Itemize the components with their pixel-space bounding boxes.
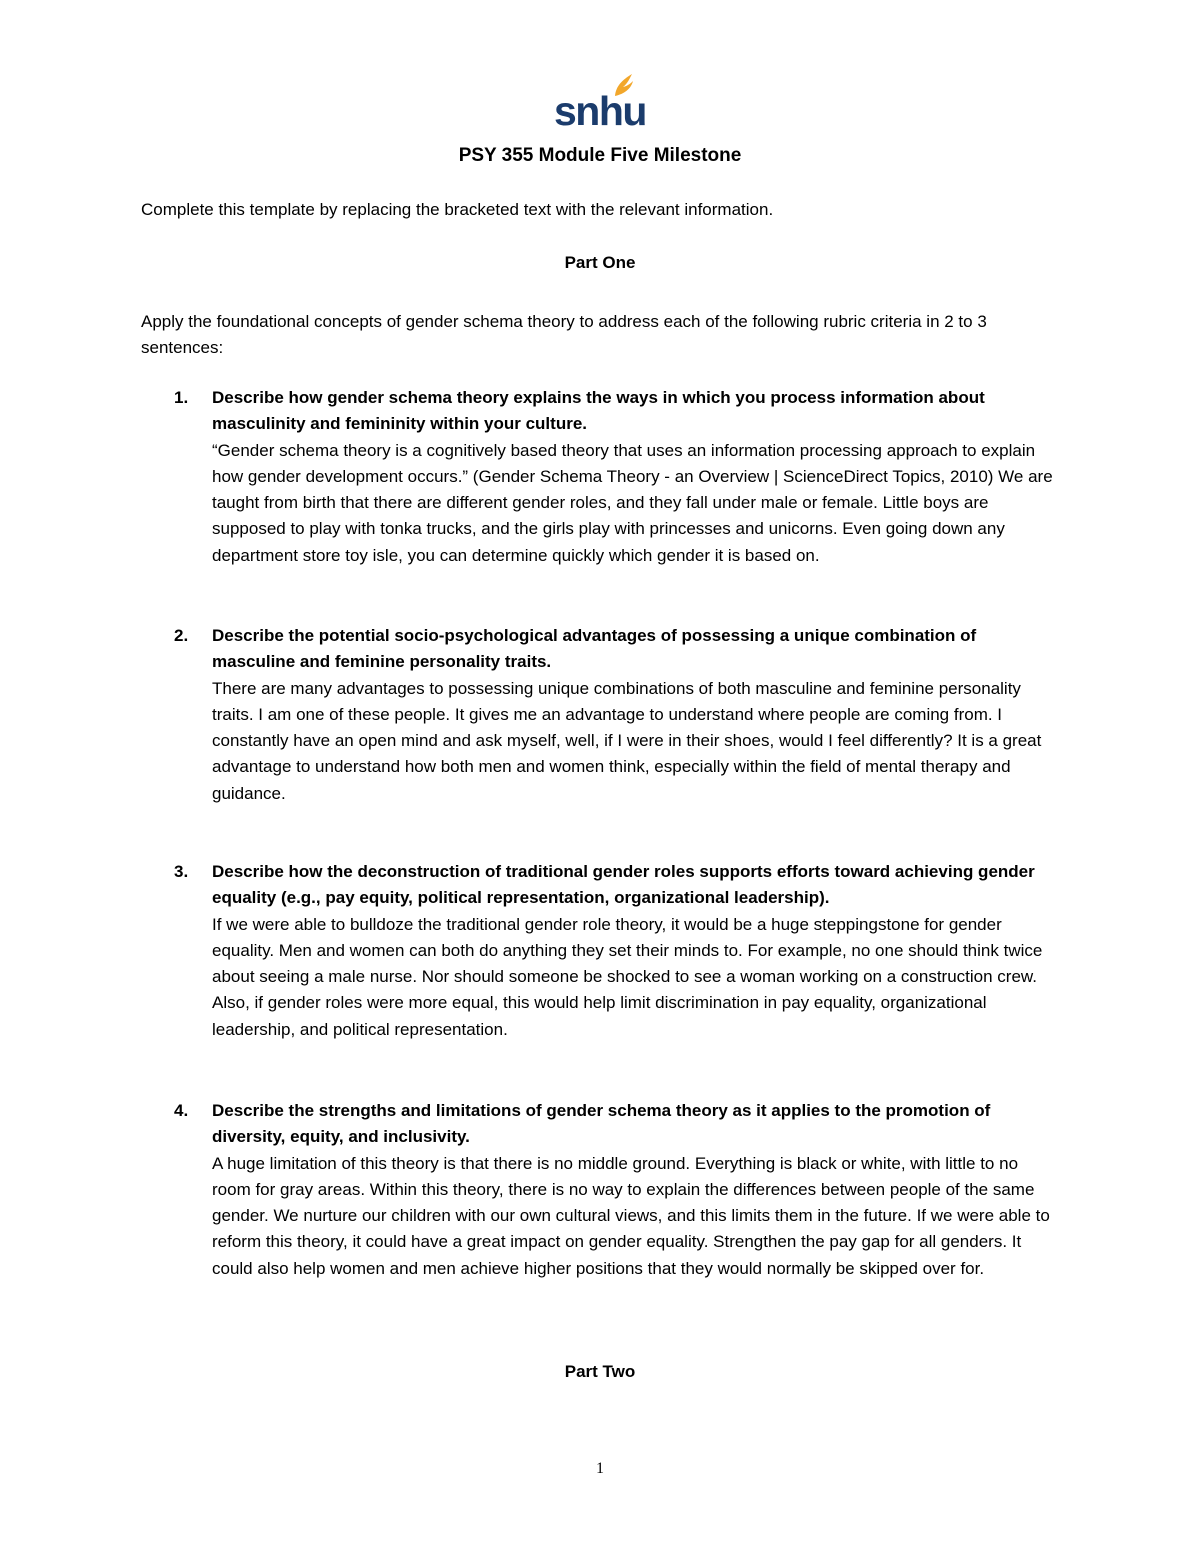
snhu-logo <box>554 72 646 134</box>
question-prompt: Describe how the deconstruction of traditional gender roles supports efforts toward achieving gender equality (e.g., pay equity, political representation, organizational leadership). <box>212 862 1035 908</box>
question-answer: A huge limitation of this theory is that there is no middle ground. Everything is black or white, with little to no room for gray areas. Within this theory, there is no way to explain the differences between people of the same gender. We nurture our children with our own cultural views, and this limits them in the future. If we were able to reform this theory, it could have a great impact on gender equality. Strengthen the pay gap for all genders. It could also help women and men achieve higher positions that they would normally be skipped over for. <box>212 1153 1050 1278</box>
question-number: 2. <box>174 626 189 645</box>
question-prompt: Describe the strengths and limitations of gender schema theory as it applies to the promotion of diversity, equity, and inclusivity. <box>212 1101 991 1147</box>
question-number: 3. <box>174 862 189 881</box>
part-one-intro: Apply the foundational concepts of gender schema theory to address each of the following rubric criteria in 2 to 3 sentences: <box>141 312 987 357</box>
question-answer: “Gender schema theory is a cognitively based theory that uses an information processing approach to explain how gender development occurs.” (Gender Schema Theory - an Overview | ScienceDirect Topics, 2010) We are taught from birth that there are different gender roles, and they fall under male or female. Little boys are supposed to play with tonka trucks, and the girls play with princesses and unicorns. Even going down any department store toy isle, you can determine quickly which gender it is based on. <box>212 440 1053 565</box>
page-title: PSY 355 Module Five Milestone <box>458 145 742 166</box>
part-two-heading: Part Two <box>564 1362 636 1381</box>
question-number: 4. <box>174 1101 189 1120</box>
question-prompt: Describe how gender schema theory explains the ways in which you process information about masculinity and femininity within your culture. <box>212 388 985 434</box>
question-item <box>174 385 1054 569</box>
question-item <box>174 859 1054 1043</box>
instructions-text: Complete this template by replacing the bracketed text with the relevant information. <box>141 200 774 219</box>
logo-text: snhu <box>554 88 646 134</box>
question-number: 1. <box>174 388 189 407</box>
question-item <box>174 1098 1054 1282</box>
question-prompt: Describe the potential socio-psychological advantages of possessing a unique combination of masculine and feminine personality traits. <box>212 626 977 672</box>
question-answer: If we were able to bulldoze the traditional gender role theory, it would be a huge steppingstone for gender equality. Men and women can both do anything they set their minds to. For example, no one should think twice about seeing a male nurse. Nor should someone be shocked to see a woman working on a construction crew. Also, if gender roles were more equal, this would help limit discrimination in pay equality, organizational leadership, and political representation. <box>212 914 1043 1039</box>
question-item <box>174 623 1054 807</box>
question-answer: There are many advantages to possessing unique combinations of both masculine and feminine personality traits. I am one of these people. It gives me an advantage to understand where people are coming from. I constantly have an open mind and ask myself, well, if I were in their shoes, would I feel differently? It is a great advantage to understand how both men and women think, especially within the field of mental therapy and guidance. <box>212 678 1042 803</box>
part-one-heading: Part One <box>564 253 636 272</box>
page-number: 1 <box>596 1460 604 1477</box>
